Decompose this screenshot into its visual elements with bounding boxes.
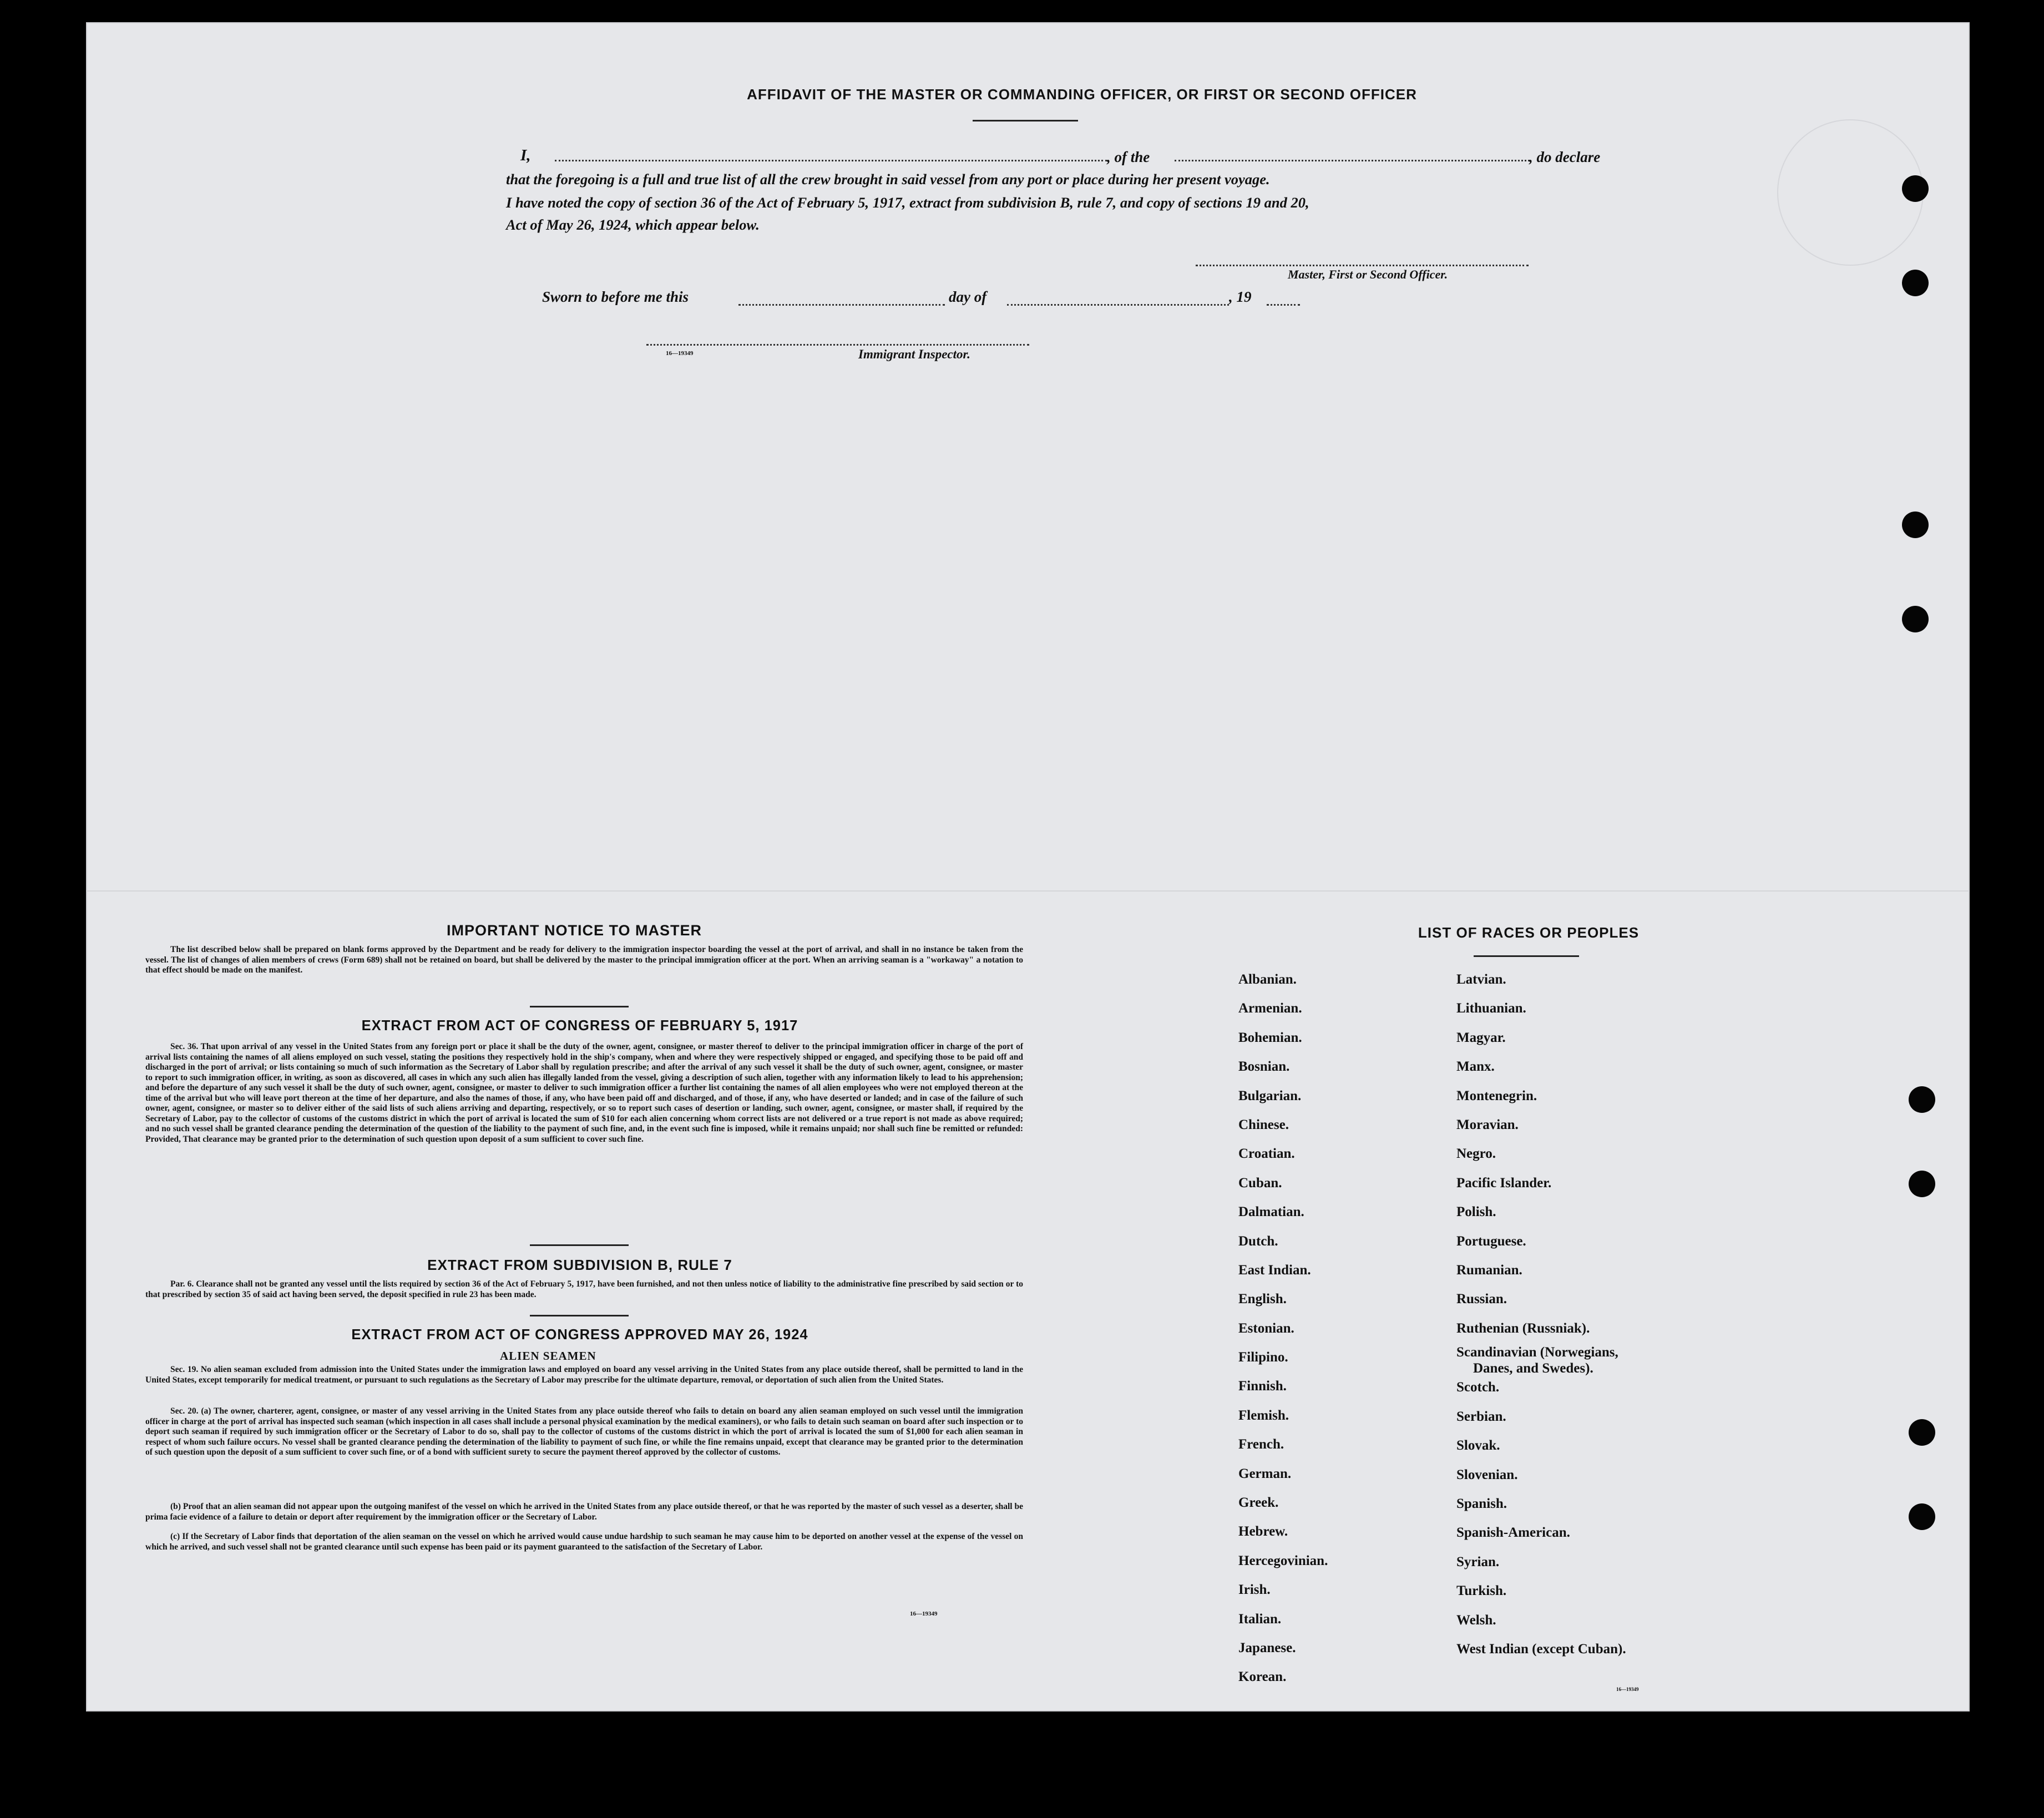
race-item	[1456, 1343, 1712, 1376]
race-item: Cuban.	[1238, 1175, 1282, 1191]
race-item: Croatian.	[1238, 1146, 1295, 1162]
alien-seamen-subtitle: ALIEN SEAMEN	[500, 1349, 596, 1363]
races-form-number: 16—19349	[1616, 1687, 1639, 1692]
race-item: Syrian.	[1456, 1554, 1500, 1569]
extract-form-number: 16—19349	[910, 1611, 938, 1617]
punch-hole	[1902, 270, 1929, 296]
race-item: Portuguese.	[1456, 1233, 1526, 1249]
inspector-label: Immigrant Inspector.	[858, 347, 970, 361]
punch-hole	[1902, 512, 1929, 538]
race-item: Chinese.	[1238, 1117, 1289, 1132]
race-item: Japanese.	[1238, 1640, 1296, 1655]
race-item: Albanian.	[1238, 972, 1297, 987]
race-item-line2: Danes, and Swedes).	[1473, 1361, 1593, 1376]
race-item: Turkish.	[1456, 1583, 1507, 1599]
sec19-body: Sec. 19. No alien seaman excluded from admission into the United States under the immigration laws and employed on board any vessel arriving in the United States from any place outside thereof, shall be permitted to land in the United States, except temporarily for medical treatment, or pursuant to such regulations as the Secretary of Labor may prescribe for the ultimate departure, removal, or deportation of such alien from the United States.	[145, 1365, 1023, 1385]
race-item: French.	[1238, 1437, 1284, 1452]
race-item: Estonian.	[1238, 1320, 1294, 1336]
race-item: Armenian.	[1238, 1001, 1302, 1016]
race-item: Italian.	[1238, 1611, 1282, 1627]
race-item: Montenegrin.	[1456, 1088, 1537, 1103]
vessel-name-blank[interactable]	[1175, 160, 1530, 161]
inspector-signature-blank[interactable]	[646, 344, 1029, 346]
punch-hole	[1909, 1503, 1935, 1530]
declarant-i: I,	[520, 146, 531, 164]
race-item: Latvian.	[1456, 972, 1506, 987]
punch-hole	[1902, 606, 1929, 632]
race-item: Finnish.	[1238, 1379, 1287, 1394]
declarant-name-blank[interactable]	[555, 160, 1107, 161]
race-item: Bohemian.	[1238, 1030, 1302, 1045]
sworn-day-of: day of	[949, 288, 987, 305]
race-item: Lithuanian.	[1456, 1001, 1526, 1016]
sec20b-body: (b) Proof that an alien seaman did not appear upon the outgoing manifest of the vessel on which he arrived in the United States from any place outside thereof, or that he was reported by the master of such vessel as a deserter, shall be prima facie evidence of a failure to detain or deport after requirement by the immigration officer or the Secretary of Labor.	[145, 1502, 1023, 1522]
signature-label: Master, First or Second Officer.	[1288, 267, 1448, 281]
race-item: Bosnian.	[1238, 1059, 1290, 1075]
rule7-divider	[530, 1315, 629, 1316]
affidavit-title: AFFIDAVIT OF THE MASTER OR COMMANDING OFFICER, OR FIRST OR SECOND OFFICER	[747, 86, 1417, 103]
rule7-body: Par. 6. Clearance shall not be granted any vessel until the lists required by section 36 of the Act of February 5, 1917, have been furnished, and not then unless notice of liability to the administrative fine prescribed by said section or to that prescribed by section 35 of said act having been served, the deposit specified in rule 23 has been made.	[145, 1279, 1023, 1299]
race-item: Pacific Islander.	[1456, 1175, 1552, 1191]
race-item: East Indian.	[1238, 1262, 1311, 1278]
race-item: Negro.	[1456, 1146, 1496, 1162]
notice-title: IMPORTANT NOTICE TO MASTER	[447, 922, 702, 939]
sworn-prefix: Sworn to before me this	[542, 288, 689, 305]
race-item-line1: Scandinavian (Norwegians,	[1456, 1345, 1618, 1360]
master-signature-blank[interactable]	[1196, 265, 1529, 266]
race-item: Flemish.	[1238, 1407, 1289, 1423]
race-item: English.	[1238, 1292, 1287, 1307]
race-item: Filipino.	[1238, 1350, 1288, 1365]
punch-hole	[1909, 1171, 1935, 1197]
race-item: Rumanian.	[1456, 1262, 1522, 1278]
race-item: German.	[1238, 1466, 1292, 1481]
race-item: Spanish-American.	[1456, 1525, 1570, 1541]
race-item: Greek.	[1238, 1495, 1279, 1511]
race-item: Spanish.	[1456, 1496, 1507, 1512]
race-item: Ruthenian (Russniak).	[1456, 1320, 1590, 1336]
race-item: Scotch.	[1456, 1380, 1500, 1395]
affidavit-form-number: 16—19349	[666, 350, 694, 357]
notice-divider	[530, 1006, 629, 1007]
sworn-year-blank[interactable]	[1267, 304, 1300, 306]
race-item: Polish.	[1456, 1204, 1496, 1220]
notice-body: The list described below shall be prepared on blank forms approved by the Department and be ready for delivery to the immigration inspector boarding the vessel at the port of arrival, and shall in no instance be taken from the vessel. The list of changes of alien members of crews (Form 689) shall not be retained on board, but shall be delivered by the master to the principal immigration officer at the port. When an arriving seaman is a "workaway" a notation to that effect should be made on the manifest.	[145, 945, 1023, 975]
extract-1917-title: EXTRACT FROM ACT OF CONGRESS OF FEBRUARY 5, 1917	[361, 1018, 798, 1034]
race-item: Korean.	[1238, 1669, 1287, 1685]
race-item: Hercegovinian.	[1238, 1553, 1328, 1568]
title-underline	[973, 120, 1078, 121]
race-item: Russian.	[1456, 1292, 1507, 1307]
races-left-column	[1238, 965, 1438, 1692]
race-item: Welsh.	[1456, 1612, 1496, 1628]
race-item: Moravian.	[1456, 1117, 1519, 1132]
sworn-date-blank[interactable]	[738, 304, 945, 306]
affidavit-line-3: I have noted the copy of section 36 of the Act of February 5, 1917, extract from subdivision B, rule 7, and copy of sections 19 and 20,	[506, 194, 1309, 211]
form-sheet	[86, 22, 1970, 1711]
race-item: Slovenian.	[1456, 1467, 1518, 1482]
punch-hole	[1909, 1419, 1935, 1446]
race-item: Slovak.	[1456, 1438, 1500, 1454]
rule7-title: EXTRACT FROM SUBDIVISION B, RULE 7	[427, 1257, 732, 1273]
extract-1917-body: Sec. 36. That upon arrival of any vessel in the United States from any foreign port or place it shall be the duty of the owner, agent, consignee, or master thereof to deliver to the principal immigration officer in charge of the port of arrival lists containing the names of all aliens employed on such vessel, stating the positions they respectively hold in the ship's company, when and where they were respectively shipped or engaged, and specifying those to be paid off and discharged in the port of arrival; or lists containing so much of such information as the Secretary of Labor shall by regulation prescribe; and after the arrival of any such vessel it shall be the duty of such owner, agent, consignee, or master to report to such immigration officer, in writing, as soon as discovered, all cases in which any such alien has illegally landed from the vessel, giving a description of such alien, together with any information likely to lead to his apprehension; and before the departure of any such vessel it shall be the duty of such owner, agent, consignee, or master to deliver to such immigration officer a further list containing the names of all alien employees who were not employed thereon at the time of the arrival but who will leave port thereon at the time of her departure, and also the names of those, if any, who have been paid off and discharged, and of those, if any, who have deserted or landed; and in case of the failure of such owner, agent, consignee, or master so to deliver either of the said lists of such aliens arriving and departing, respectively, or so to report such cases of desertion or landing, such owner, agent, consignee, or master shall, if required by the Secretary of Labor, pay to the collector of customs of the customs district in which the port of arrival is located the sum of $10 for each alien concerning whom correct lists are not delivered or a true report is not made as above required; and no such vessel shall be granted clearance pending the determination of the question of the liability to the payment of such fine, and, in the event such fine is imposed, while it remains unpaid; nor shall such fine be remitted or refunded: Provided, That clearance may be granted prior to the determination of such question upon deposit of a sum sufficient to cover such fine.	[145, 1042, 1023, 1144]
sec20c-body: (c) If the Secretary of Labor finds that deportation of the alien seaman on the vessel on which he arrived would cause undue hardship to such seaman he may cause him to be deported on another vessel at the expense of the vessel on which he arrived, and such vessel shall not be granted clearance until such expense has been paid or its payment guaranteed to the satisfaction of the Secretary of Labor.	[145, 1532, 1023, 1552]
fold-line	[86, 890, 1970, 892]
race-item: Irish.	[1238, 1582, 1271, 1598]
race-item: Bulgarian.	[1238, 1088, 1302, 1103]
affidavit-line-4: Act of May 26, 1924, which appear below.	[506, 216, 760, 233]
punch-hole	[1909, 1086, 1935, 1113]
punch-hole	[1902, 175, 1929, 202]
sworn-month-blank[interactable]	[1007, 304, 1229, 306]
race-item: Magyar.	[1456, 1030, 1506, 1045]
sworn-year-prefix: , 19	[1229, 288, 1252, 305]
do-declare-text: , do declare	[1529, 149, 1601, 165]
race-item: Serbian.	[1456, 1409, 1506, 1424]
races-title: LIST OF RACES OR PEOPLES	[1418, 924, 1640, 941]
race-item: Dalmatian.	[1238, 1204, 1304, 1220]
races-divider	[1474, 955, 1579, 957]
race-item: Manx.	[1456, 1059, 1495, 1075]
affidavit-line-2: that the foregoing is a full and true list of all the crew brought in said vessel from any port or place during her present voyage.	[506, 171, 1270, 188]
race-item: Hebrew.	[1238, 1524, 1288, 1540]
of-the-text: , of the	[1107, 149, 1150, 165]
extract-1917-divider	[530, 1244, 629, 1246]
race-item: West Indian (except Cuban).	[1456, 1641, 1626, 1657]
sec20a-body: Sec. 20. (a) The owner, charterer, agent, consignee, or master of any vessel arriving in the United States from any place outside thereof who fails to detain on board any alien seaman employed on such vessel until the immigration officer in charge at the port of arrival has inspected such seaman (which inspection in all cases shall include a personal physical examination by the medical examiners), or who fails to detain such seaman on board after such inspection or to deport such seaman if required by such immigration officer or the Secretary of Labor to do so, shall pay to the collector of customs of the customs district in which the port of arrival is located the sum of $1,000 for each alien seaman in respect of whom such failure occurs. No vessel shall be granted clearance pending the determination of the liability to payment of such fine, or while the fine remains unpaid, except that clearance may be granted prior to the determination of such question upon the deposit of a sum sufficient to cover such fine, or of a bond with sufficient surety to secure the payment thereof approved by the collector of customs.	[145, 1406, 1023, 1457]
races-right-column	[1456, 965, 1712, 1664]
stamp-circle	[1777, 119, 1924, 266]
race-item: Dutch.	[1238, 1233, 1278, 1249]
extract-1924-title: EXTRACT FROM ACT OF CONGRESS APPROVED MAY 26, 1924	[351, 1327, 808, 1343]
